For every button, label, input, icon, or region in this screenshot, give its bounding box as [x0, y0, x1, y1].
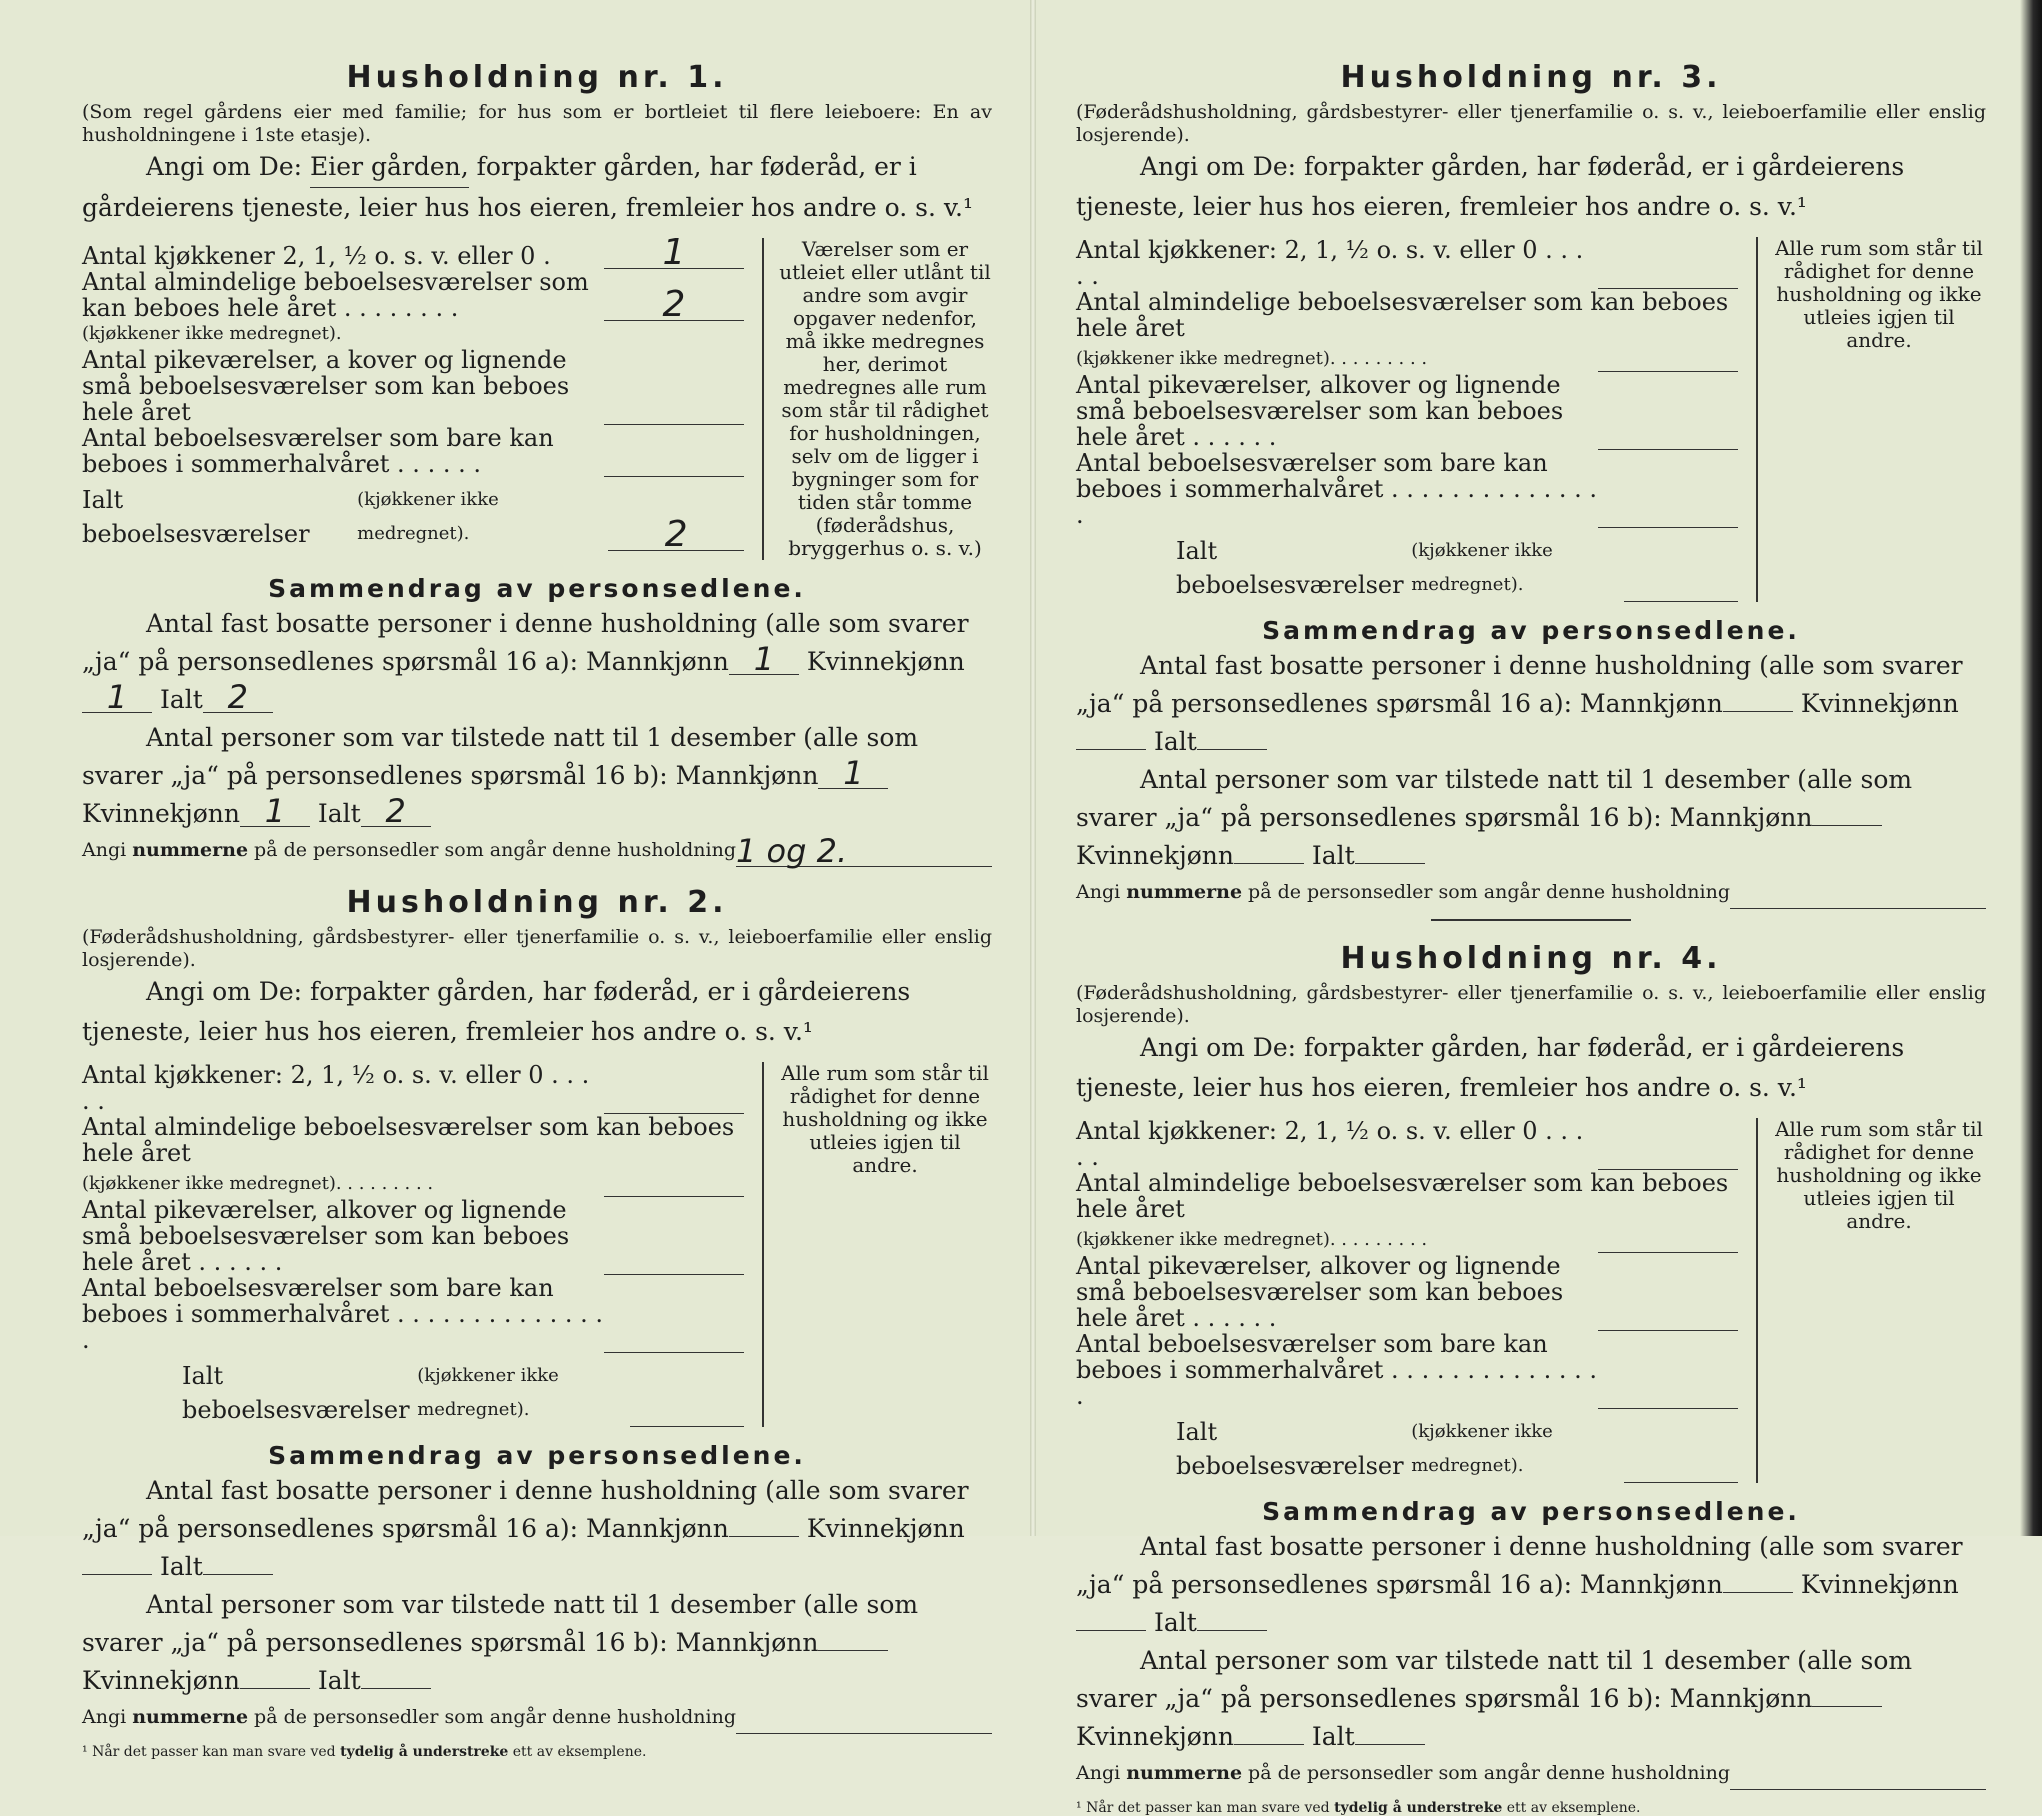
household-1-rooms [82, 232, 992, 560]
h4-side-note: Alle rum som står til rådighet for denne husholdning og ikke utleies igjen til andre. [1756, 1118, 1986, 1483]
household-2-tenure: Angi om De: forpakter gården, har føderåd, er i gårdeierens tjeneste, leier hus hos eieren, fremleier hos andre o. s. v.¹ [82, 977, 911, 1046]
h4-b-mann[interactable] [1812, 1706, 1882, 1707]
sammendrag-heading: Sammendrag av personsedlene. [268, 574, 806, 603]
ialt-row: Ialt beboelsesværelser (kjøkkener ikke medregnet). 2 [82, 483, 744, 551]
h4-a-mann[interactable] [1723, 1592, 1793, 1593]
h4-b-ialt[interactable] [1355, 1744, 1425, 1745]
h3-sommer-value[interactable] [1598, 497, 1738, 528]
footnote-right: ¹ Når det passer kan man svare ved tydelig å understreke ett av eksemplene. [1076, 1800, 1641, 1816]
household-1-tenure: Angi om De: Eier gården, forpakter gården, har føderåd, er i gårdeierens tjeneste, leier hus hos eieren, fremleier hos andre o. s. v.¹ [82, 147, 992, 228]
eier-garden-underlined: Eier gården, [310, 147, 469, 188]
household-1-note: (Som regel gårdens eier med familie; for hus som er bortleiet til flere leieboere: En av husholdningene i 1ste etasje). [82, 101, 992, 146]
household-4-title: Husholdning nr. 4. [1340, 941, 1722, 976]
h4-b-kvinne[interactable] [1234, 1744, 1304, 1745]
page-fold [1030, 0, 1036, 1536]
household-3: Husholdning nr. 3. (Føderådshusholdning, gårdsbestyrer- eller tjenerfamilie o. s. v., leieboerfamilie eller enslig losjerende). Angi om De: forpakter gården, har føderåd, er i gårdeierens tjeneste, leier hus hos eieren, fremleier hos andre o. s. v.¹ Antal kjøkkener: 2, 1, ½ o. s. v. eller 0 . . . . . Antal almindelige beboelsesværelser som kan beboes hele året (kjøkkener ikke medregnet). . . . . . . . . Antal pikeværelser, alkover og lignende små beboelsesværelser som kan beboes hele året . . . . . . Antal beboelsesværelser som bare kan beboes i sommerhalvåret . . . . . . . . . . . . . . . Ialt beboelsesværelser (kjøkkener ikke medregnet). Alle rum som står til rådighet for denne husholdning og ikke utleies igjen til andre. Sammendrag av personsedlene. Antal fast bosatte personer i denne husholdning (alle som svarer „ja“ på personsedlenes spørsmål 16 a): Mannkjønn Kvinnekjønn Ialt Antal personer som var tilstede natt til 1 desember (alle som svarer „ja“ på personsedlenes spørsmål 16 b): Mannkjønn Kvinnekjønn Ialt Angi nummerne på de personsedler som angår denne husholdning [1076, 60, 1986, 909]
household-2-rooms: Antal kjøkkener: 2, 1, ½ o. s. v. eller 0 . . . . . Antal almindelige beboelsesværelser som kan beboes hele året (kjøkkener ikke medregnet). . . . . . . . . Antal pikeværelser, alkover og lignende små beboelsesværelser som kan beboes hele året . . . . . . Antal beboelsesværelser som bare kan beboes i sommerhalvåret . . . . . . . . . . . . . . . Ialt beboelsesværelser (kjøkkener ikke medregnet). Alle rum som står til rådighet for denne husholdning og ikke utleies igjen til andre. [82, 1062, 992, 1427]
almindelige-row: Antal almindelige beboelsesværelser som kan beboes hele året . . . . . . . . 2 [82, 269, 744, 321]
household-2-note: (Føderådshusholdning, gårdsbestyrer- eller tjenerfamilie o. s. v., leieboerfamilie eller enslig losjerende). [82, 926, 992, 971]
h3-a-mann[interactable] [1723, 711, 1793, 712]
h3-b-mann[interactable] [1812, 825, 1882, 826]
kjokkener-row: Antal kjøkkener 2, 1, ½ o. s. v. eller 0 . 1 [82, 238, 744, 269]
h3-kjokkener-value[interactable] [1598, 258, 1738, 289]
household-2: Husholdning nr. 2. (Føderådshusholdning, gårdsbestyrer- eller tjenerfamilie o. s. v., leieboerfamilie eller enslig losjerende). Angi om De: forpakter gården, har føderåd, er i gårdeierens tjeneste, leier hus hos eieren, fremleier hos andre o. s. v.¹ Antal kjøkkener: 2, 1, ½ o. s. v. eller 0 . . . . . Antal almindelige beboelsesværelser som kan beboes hele året (kjøkkener ikke medregnet). . . . . . . . . Antal pikeværelser, alkover og lignende små beboelsesværelser som kan beboes hele året . . . . . . Antal beboelsesværelser som bare kan beboes i sommerhalvåret . . . . . . . . . . . . . . . Ialt beboelsesværelser (kjøkkener ikke medregnet). Alle rum som står til rådighet for denne husholdning og ikke utleies igjen til andre. Sammendrag av personsedlene. Antal fast bosatte personer i denne husholdning (alle som svarer „ja“ på personsedlenes spørsmål 16 a): Mannkjønn Kvinnekjønn Ialt Antal personer som var tilstede natt til 1 desember (alle som svarer „ja“ på personsedlenes spørsmål 16 b): Mannkjønn Kvinnekjønn Ialt Angi nummerne på de personsedler som angår denne husholdning ¹ Når det passer kan man svare ved tydelig å understreke ett av eksemplene. [82, 885, 992, 1760]
h3-almindelige-value[interactable] [1598, 341, 1738, 372]
ikke-medregnet-note: (kjøkkener ikke medregnet). [82, 323, 342, 344]
angi-nummerne: Angi nummerne på de personsedler som angår denne husholdning 1 og 2. [82, 833, 992, 867]
h2-a-ialt[interactable] [203, 1574, 273, 1575]
b-kvinne[interactable]: 1 [240, 796, 310, 827]
sommer-value[interactable] [604, 446, 744, 477]
kjokkener-value[interactable]: 1 [604, 238, 744, 269]
household-1 [82, 60, 992, 870]
h2-ialt-value[interactable] [630, 1426, 745, 1427]
h4-almindelige-value[interactable] [1598, 1222, 1738, 1253]
scan-edge [2020, 0, 2042, 1536]
h2-kjokkener-value[interactable] [604, 1083, 744, 1114]
footnote-left: ¹ Når det passer kan man svare ved tydelig å understreke ett av eksemplene. [82, 1744, 647, 1760]
h3-b-kvinne[interactable] [1234, 863, 1304, 864]
h2-a-mann[interactable] [729, 1536, 799, 1537]
household-2-title: Husholdning nr. 2. [346, 885, 728, 920]
h3-a-kvinne[interactable] [1076, 749, 1146, 750]
h3-ialt-value[interactable] [1624, 601, 1739, 602]
fast-bosatte: Antal fast bosatte personer i denne husholdning (alle som svarer „ja“ på personsedlenes spørsmål 16 a): Mannkjønn 1 Kvinnekjønn1 Ialt 2 [82, 609, 969, 716]
h2-sammendrag: Sammendrag av personsedlene. [268, 1441, 806, 1470]
h2-sommer-value[interactable] [604, 1322, 744, 1353]
a-mann[interactable]: 1 [729, 644, 799, 675]
h3-b-ialt[interactable] [1355, 863, 1425, 864]
h2-b-ialt[interactable] [361, 1688, 431, 1689]
a-kvinne[interactable]: 1 [82, 682, 152, 713]
h4-pike-value[interactable] [1598, 1300, 1738, 1331]
h2-nummerne[interactable] [736, 1733, 992, 1734]
h2-b-mann[interactable] [818, 1650, 888, 1651]
a-ialt[interactable]: 2 [203, 682, 273, 713]
pike-row: Antal pikeværelser, a kover og lignende små beboelsesværelser som kan beboes hele året [82, 347, 744, 425]
b-mann[interactable]: 1 [818, 758, 888, 789]
pike-value[interactable] [604, 394, 744, 425]
h4-a-kvinne[interactable] [1076, 1630, 1146, 1631]
h2-b-kvinne[interactable] [240, 1688, 310, 1689]
h2-pike-value[interactable] [604, 1244, 744, 1275]
right-page [1076, 60, 1986, 1816]
h3-pike-value[interactable] [1598, 419, 1738, 450]
h4-nummerne[interactable] [1730, 1789, 1986, 1790]
side-note: Værelser som er utleiet eller utlånt til andre som avgir opgaver nedenfor, må ikke medregnes her, derimot medregnes alle rum som står til rådighet for husholdningen, selv om de ligger i bygninger som for tiden står tomme (føderådshus, bryggerhus o. s. v.) [762, 238, 992, 560]
h4-a-ialt[interactable] [1197, 1630, 1267, 1631]
b-ialt[interactable]: 2 [361, 796, 431, 827]
left-page [82, 60, 992, 1760]
tilstede: Antal personer som var tilstede natt til 1 desember (alle som svarer „ja“ på personsedlenes spørsmål 16 b): Mannkjønn 1 Kvinnekjønn 1 Ialt 2 [82, 723, 919, 830]
h2-side-note: Alle rum som står til rådighet for denne husholdning og ikke utleies igjen til andre. [762, 1062, 992, 1427]
nummerne-value[interactable]: 1 og 2. [736, 836, 992, 867]
separator [1431, 919, 1631, 921]
h3-side-note: Alle rum som står til rådighet for denne husholdning og ikke utleies igjen til andre. [1756, 237, 1986, 602]
h4-sommer-value[interactable] [1598, 1378, 1738, 1409]
household-4: Husholdning nr. 4. (Føderådshusholdning, gårdsbestyrer- eller tjenerfamilie o. s. v., leieboerfamilie eller enslig losjerende). Angi om De: forpakter gården, har føderåd, er i gårdeierens tjeneste, leier hus hos eieren, fremleier hos andre o. s. v.¹ Antal kjøkkener: 2, 1, ½ o. s. v. eller 0 . . . . . Antal almindelige beboelsesværelser som kan beboes hele året (kjøkkener ikke medregnet). . . . . . . . . Antal pikeværelser, alkover og lignende små beboelsesværelser som kan beboes hele året . . . . . . Antal beboelsesværelser som bare kan beboes i sommerhalvåret . . . . . . . . . . . . . . . Ialt beboelsesværelser (kjøkkener ikke medregnet). Alle rum som står til rådighet for denne husholdning og ikke utleies igjen til andre. Sammendrag av personsedlene. Antal fast bosatte personer i denne husholdning (alle som svarer „ja“ på personsedlenes spørsmål 16 a): Mannkjønn Kvinnekjønn Ialt Antal personer som var tilstede natt til 1 desember (alle som svarer „ja“ på personsedlenes spørsmål 16 b): Mannkjønn Kvinnekjønn Ialt Angi nummerne på de personsedler som angår denne husholdning ¹ Når det passer kan man svare ved tydelig å understreke ett av eksemplene. [1076, 941, 1986, 1816]
h2-almindelige-value[interactable] [604, 1166, 744, 1197]
almindelige-value[interactable]: 2 [604, 290, 744, 321]
sommer-row: Antal beboelsesværelser som bare kan beboes i sommerhalvåret . . . . . . [82, 425, 744, 477]
h4-kjokkener-value[interactable] [1598, 1139, 1738, 1170]
ialt-value[interactable]: 2 [608, 520, 744, 551]
household-3-title: Husholdning nr. 3. [1340, 60, 1722, 95]
h3-a-ialt[interactable] [1197, 749, 1267, 750]
h2-a-kvinne[interactable] [82, 1574, 152, 1575]
household-1-title: Husholdning nr. 1. [346, 60, 728, 95]
h4-ialt-value[interactable] [1624, 1482, 1739, 1483]
h3-nummerne[interactable] [1730, 908, 1986, 909]
